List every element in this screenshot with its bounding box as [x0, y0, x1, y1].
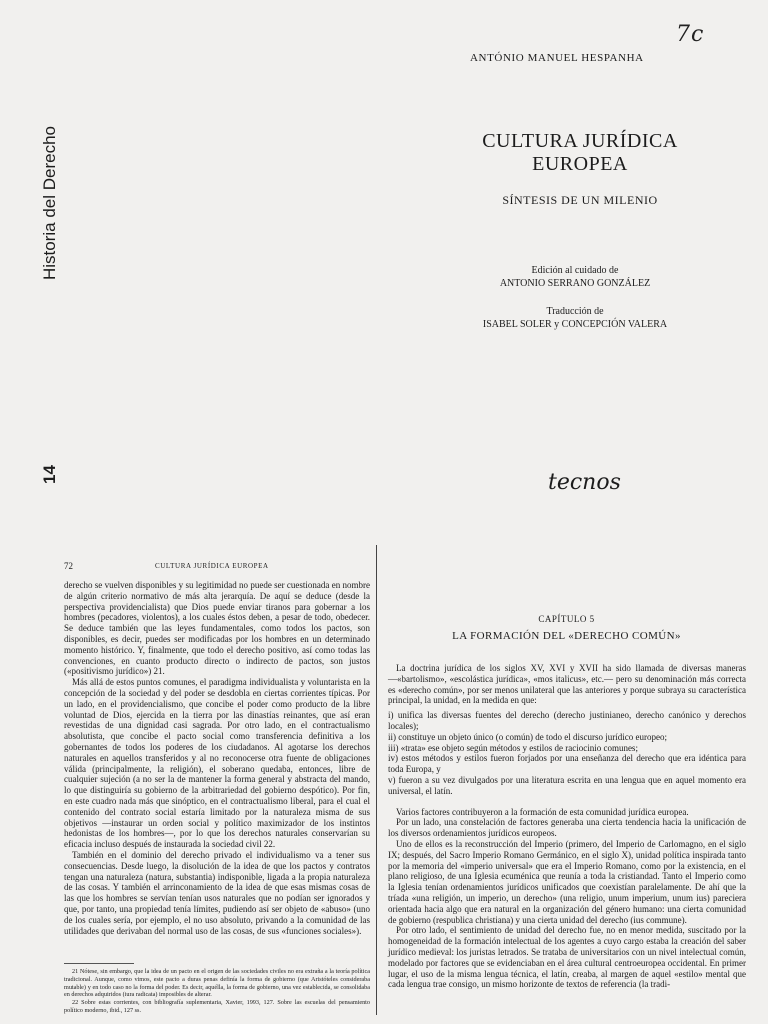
edition-credit [455, 264, 695, 290]
list-item: iv) estos métodos y estilos fueron forjados por una enseñanza del derecho que era idéntica para toda Europa, y [388, 753, 746, 775]
footnote-21: 21 Nótese, sin embargo, que la idea de un pacto en el origen de las sociedades civiles no era extraña a la teoría política tradicional. Aunque, como vimos, este pacto a duras penas definía la forma de gobierno (que Aristóteles consideraba mutable) y en todo caso no la forma del poder. Es decir, aquélla, la forma de gobierno, una vez establecida, se consolidaba en derechos adquiridos (iura radicata) imposibles de alterar. [64, 968, 370, 999]
publisher-logo: tecnos [548, 470, 621, 495]
author-name: ANTÓNIO MANUEL HESPANHA [470, 52, 644, 64]
right-paragraph-2: Por un lado, una constelación de factores generaba una cierta tendencia hacia la unificación de los diversos ordenamientos jurídicos europeos. [388, 817, 746, 839]
footnote-22: 22 Sobre estas corrientes, con bibliografía suplementaria, Xavier, 1993, 127. Sobre las escuelas del pensamiento político moderno, ibid., 127 ss. [64, 999, 370, 1014]
series-number-text: 14 [40, 465, 59, 484]
list-item: v) fueron a su vez divulgados por una literatura escrita en una lengua que en aquel momento era universal, el latín. [388, 774, 746, 796]
book-title-line-1: CULTURA JURÍDICA [482, 130, 678, 152]
chapter-title: LA FORMACIÓN DEL «DERECHO COMÚN» [452, 630, 681, 642]
translator-names: ISABEL SOLER y CONCEPCIÓN VALERA [482, 319, 668, 330]
unity-list [388, 710, 746, 796]
page-gutter-divider [376, 545, 377, 1015]
list-item: iii) «trata» ese objeto según métodos y estilos de raciocinio comunes; [388, 742, 638, 753]
book-subtitle: SÍNTESIS DE UN MILENIO [502, 193, 658, 207]
footnote-rule [64, 963, 134, 964]
right-page-body [388, 663, 746, 990]
handwritten-note: 7c [676, 22, 705, 47]
book-title-line-2: EUROPEA [532, 153, 628, 175]
series-title-text: Historia del Derecho [40, 125, 59, 280]
list-item: i) unifica las diversas fuentes del derecho (derecho justinianeo, derecho canónico y derechos locales); [388, 710, 746, 731]
left-page-body [64, 580, 370, 936]
right-intro: La doctrina jurídica de los siglos XV, XVI y XVII ha sido llamada de diversas maneras —«bartolismo», «escolástica jurídica», «mos italicus», etc.— pero su denominación más correcta es «derecho común», por ser menos unilateral que las anteriores y porque subraya su característica principal, la unidad, en la medida en que: [388, 663, 746, 706]
right-paragraph-3: Uno de ellos es la reconstrucción del Imperio (primero, del Imperio de Carlomagno, en el siglo IX; después, del Sacro Imperio Romano Germánico, en el siglo X), unidad política inspirada tanto por la memoria del «imperio universal» que era el Imperio Romano, como por la existencia, en el plano religioso, de una Iglesia ecuménica que reunía a toda la cristiandad. Tanto el Imperio como la Iglesia tenían ordenamientos jurídicos unificados que coexistían paralelamente. De ahí que la tríada «una religión, un imperio, un derecho» (una religio, unum imperium, unum ius) pareciera orientada hacia algo que era natural en la organización del género humano: una cierta comunidad de gobierno (respublica christiana) y una cierta unidad del derecho (ius commune). [388, 838, 746, 925]
chapter-label: CAPÍTULO 5 [538, 614, 595, 624]
left-paragraph-2: Más allá de estos puntos comunes, el paradigma individualista y voluntarista en la concepción de la sociedad y del poder se desdobla en ciertas corrientes típicas. Por un lado, en el providencialismo, que concibe el poder como producto de la libre voluntad de Dios, ejercida en la tierra por las dinastías reinantes, que así eran revestidas de una dignidad casi sagrada. Por otro lado, en el contractualismo absolutista, que concibe el pacto social como transferencia definitiva a los gobernantes de todos los poderes de los ciudadanos. Al agotarse los derechos naturales en aquellos transferidos y al no reconocerse otra fuente de obligaciones válida (principalmente, la religión), el soberano quedaba, entonces, libre de cualquier sujeción (a no ser la de mantener la forma general y abstracta del mando, lo que distinguiría su gobierno de la arbitrariedad del gobierno despótico). Por fin, en este cuadro nada más que sinóptico, en el contractualismo liberal, para el cual el contenido del contrato social estaría limitado por la naturaleza misma de sus objetivos —instaurar un orden social y político maximizador de los instintos hedonistas de los hombres—, por lo que los derechos naturales conservarían su eficacia incluso después de instaurada la sociedad civil 22. [64, 677, 370, 850]
left-running-head: CULTURA JURÍDICA EUROPEA [155, 562, 269, 570]
left-page-number: 72 [64, 561, 73, 571]
book-title [470, 130, 690, 176]
editor-name: ANTONIO SERRANO GONZÁLEZ [499, 278, 651, 289]
translation-label: Traducción de [546, 306, 604, 317]
right-paragraph-4: Por otro lado, el sentimiento de unidad del derecho fue, no en menor medida, suscitado por la homogeneidad de la formación intelectual de los agentes a cuyo cargo estaba la creación del saber jurídico medieval: los juristas letrados. Se trataba de universitarios con un nivel intelectual común, modelado por factores que se evidenciaban en el área cultural centroeuropea occidental. En primer lugar, el uso de la misma lengua técnica, el latín, creaba, al margen de aquel «estilo» mental que cada lengua trae consigo, un mismo horizonte de textos de referencia (la tradi- [388, 925, 746, 990]
translation-credit [455, 305, 695, 331]
left-paragraph-3: También en el dominio del derecho privado el individualismo va a tener sus consecuencias. Desde luego, la disolución de la idea de que los pactos y contratos tengan una naturaleza (natura, substantia) indisponible, ligada a la propia naturaleza de las cosas. Y también el arrinconamiento de la idea de que esas mismas cosas de las que los hombres se servían tenían usos naturales que no podían ser ignorados y que, por tanto, una propiedad tenía límites, pudiendo así ser objeto de «abuso» (uno de los cuales sería, por ejemplo, el no uso absoluto, privando a la comunidad de las utilidades que derivaban del normal uso de las cosas, de sus «funciones sociales»). [64, 849, 370, 936]
edition-label: Edición al cuidado de [531, 265, 619, 276]
right-paragraph-1: Varios factores contribuyeron a la formación de esta comunidad jurídica europea. [396, 806, 689, 817]
list-item: ii) constituye un objeto único (o común) de todo el discurso jurídico europeo; [388, 731, 667, 742]
left-footnotes [64, 968, 370, 1015]
left-paragraph-1: derecho se vuelven disponibles y su legitimidad no puede ser cuestionada en nombre de algún criterio normativo de más alta jerarquía. De aquí se deduce (desde la perspectiva providencialista) que Dios puede enviar tiranos para gobernar a los hombres (pecadores, violentos), a los cuales éstos deben, a pesar de todo, obedecer. Se deduce también que las leyes fundamentales, como todos los pactos, son disponibles, es decir, puedes ser modificadas por los hombres en un determinado momento histórico. Y, finalmente, que todo el derecho positivo, así como todas las convenciones, en cuanto producto directo o indirecto de pactos, son justos («positivismo jurídico») 21. [64, 580, 370, 677]
